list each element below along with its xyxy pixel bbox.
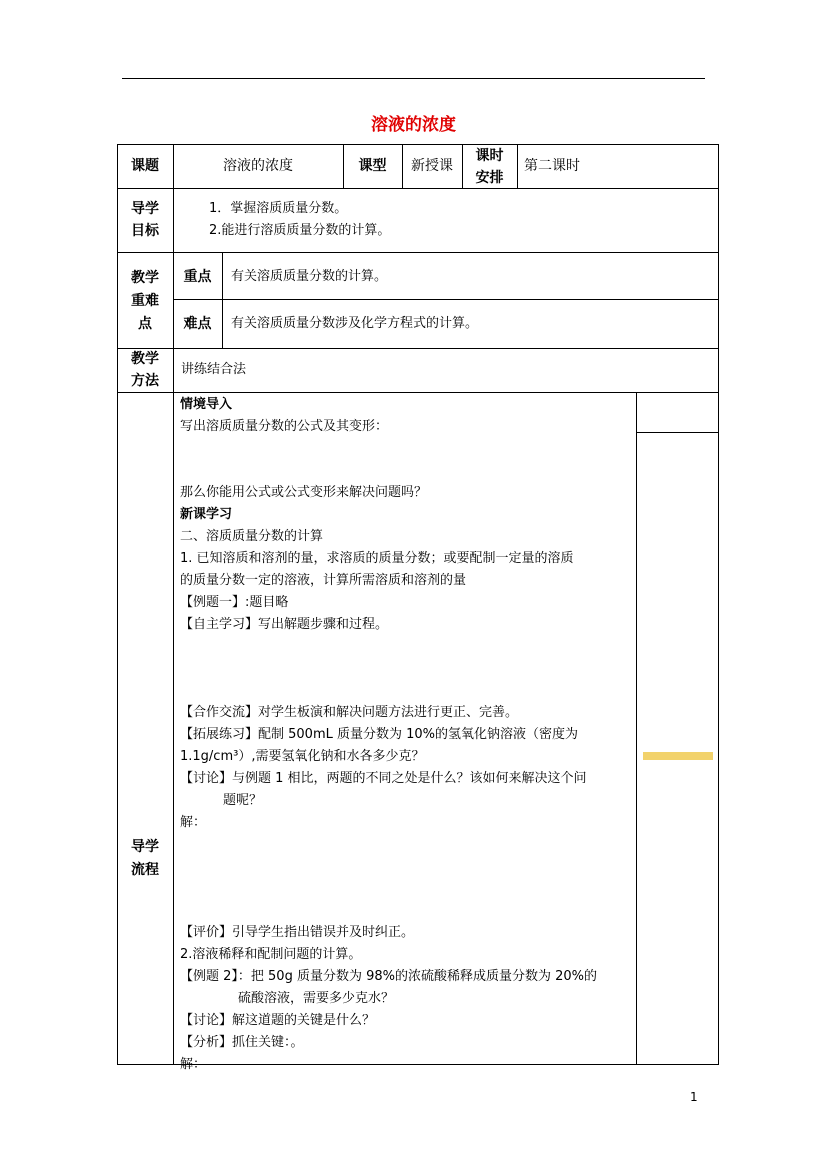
text-line: 2.溶液稀释和配制问题的计算。	[180, 947, 362, 962]
blank-line	[180, 658, 632, 680]
page-title: 溶液的浓度	[371, 115, 456, 135]
text-line: 【拓展练习】配制 500mL 质量分数为 10%的氢氧化钠溶液（密度为	[180, 727, 579, 742]
blank-line	[180, 680, 632, 702]
blank-line	[180, 878, 632, 900]
schedule-label-line1: 课时	[475, 148, 504, 164]
difficult-point-value: 有关溶质质量分数涉及化学方程式的计算。	[231, 316, 479, 331]
schedule-value: 第二课时	[524, 158, 580, 174]
blank-line	[180, 438, 632, 460]
difficult-point-label: 难点	[183, 316, 212, 332]
text-line: 那么你能用公式或公式变形来解决问题吗？	[180, 485, 428, 500]
section-heading: 情境导入	[180, 397, 233, 412]
keypoints-label-line1: 教学	[131, 270, 159, 286]
schedule-label-line2: 安排	[475, 170, 504, 186]
table-row-divider	[173, 299, 719, 300]
blank-line	[180, 460, 632, 482]
flow-label-line2: 流程	[131, 862, 159, 878]
table-border-right	[718, 144, 719, 1064]
key-point-label: 重点	[183, 269, 212, 285]
method-value: 讲练结合法	[181, 362, 247, 377]
text-line: 1. 已知溶质和溶剂的量，求溶质的质量分数；或要配制一定量的溶质	[180, 551, 574, 566]
text-line: 解：	[180, 815, 207, 830]
page-number: 1	[690, 1090, 698, 1104]
keypoints-label-line2: 重难	[131, 293, 159, 309]
table-row-divider	[117, 188, 719, 189]
table-row-divider	[117, 392, 719, 393]
blank-line	[180, 834, 632, 856]
goal-item-1: 1．掌握溶质质量分数。	[209, 201, 348, 216]
key-point-value: 有关溶质质量分数的计算。	[231, 269, 388, 284]
method-label-line1: 教学	[131, 351, 159, 367]
type-value: 新授课	[411, 158, 453, 174]
text-line: 【讨论】解这道题的关键是什么？	[180, 1013, 376, 1028]
table-row-divider	[117, 348, 719, 349]
text-line: 硫酸溶液，需要多少克水？	[238, 991, 395, 1006]
blank-line	[180, 900, 632, 922]
table-col-divider	[222, 252, 223, 348]
text-line: 的质量分数一定的溶液，计算所需溶质和溶剂的量	[180, 573, 467, 588]
text-line: 【讨论】与例题 1 相比，两题的不同之处是什么？该如何来解决这个问	[180, 771, 587, 786]
method-label-line2: 方法	[131, 373, 159, 389]
text-line: 1.1g/cm³）,需要氢氧化钠和水各多少克？	[180, 749, 425, 764]
type-label: 课型	[358, 158, 387, 174]
side-column-divider	[636, 432, 719, 433]
text-line: 【例题 2】：把 50g 质量分数为 98%的浓硫酸稀释成质量分数为 20%的	[180, 969, 598, 984]
flow-content	[180, 394, 632, 1076]
text-line: 写出溶质质量分数的公式及其变形：	[180, 419, 389, 434]
text-line: 二、溶质质量分数的计算	[180, 529, 324, 544]
goals-label-line1: 导学	[131, 201, 159, 217]
text-line: 【分析】抓住关键：。	[180, 1035, 304, 1050]
blank-line	[180, 856, 632, 878]
text-line: 【合作交流】对学生板演和解决问题方法进行更正、完善。	[180, 705, 519, 720]
table-col-divider	[517, 144, 518, 188]
goal-item-2: 2.能进行溶质质量分数的计算。	[209, 223, 391, 238]
text-line: 【评价】引导学生指出错误并及时纠正。	[180, 925, 415, 940]
header-rule	[122, 78, 705, 79]
topic-label: 课题	[131, 158, 159, 174]
section-heading: 新课学习	[180, 507, 233, 522]
keypoints-label-line3: 点	[138, 316, 152, 332]
watermark-stamp	[643, 752, 713, 760]
flow-label-line1: 导学	[131, 839, 159, 855]
text-line: 【自主学习】写出解题步骤和过程。	[180, 617, 389, 632]
table-border-top	[117, 144, 719, 145]
table-row-divider	[117, 252, 719, 253]
text-line: 题呢？	[223, 793, 263, 808]
text-line: 【例题一】:题目略	[180, 595, 289, 610]
goals-label-line2: 目标	[131, 223, 159, 239]
topic-value: 溶液的浓度	[223, 158, 293, 174]
blank-line	[180, 636, 632, 658]
text-line: 解：	[180, 1057, 207, 1072]
table-col-divider	[636, 392, 637, 1064]
